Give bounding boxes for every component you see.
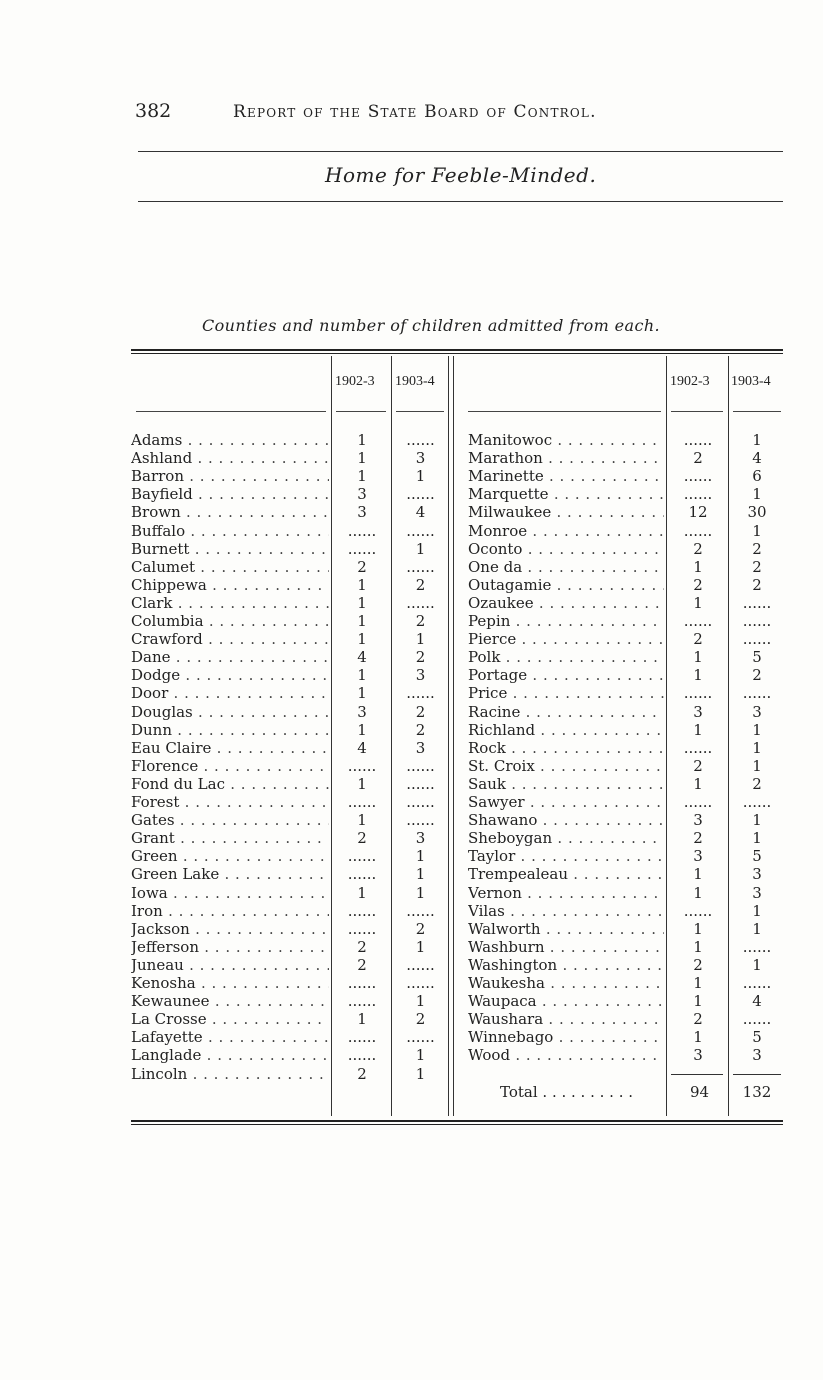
section-title: Home for Feeble-Minded. — [325, 163, 597, 187]
count-1903: 30 — [747, 503, 767, 521]
county-name: Oconto . . . — [468, 540, 664, 558]
count-1903: ...... — [406, 431, 435, 449]
col-divider — [666, 356, 667, 1116]
col-divider — [448, 356, 449, 1116]
count-1903: 2 — [415, 648, 426, 666]
count-1903: 2 — [752, 540, 762, 558]
county-name: Dodge . . . — [131, 666, 329, 684]
count-1903: 2 — [752, 775, 762, 793]
total-1902: 94 — [689, 1083, 710, 1101]
count-1902: ...... — [347, 902, 377, 920]
county-name: Polk . . . — [468, 648, 664, 666]
count-1902: ...... — [683, 467, 713, 485]
table-top-rule — [131, 349, 783, 351]
county-name: Marathon . . . — [468, 449, 664, 467]
count-1903: 5 — [752, 648, 762, 666]
county-name: Pepin . . . — [468, 612, 664, 630]
county-name: Vernon . . . — [468, 884, 664, 902]
col-header-1902-right: 1902-3 — [670, 374, 710, 389]
count-1903: 1 — [752, 811, 762, 829]
county-name: Waukesha . . . — [468, 974, 664, 992]
count-1903: 1 — [752, 956, 762, 974]
count-1903: 1 — [415, 865, 426, 883]
county-name: Gates . . . — [131, 811, 329, 829]
count-1903: 3 — [752, 884, 762, 902]
header-underline — [396, 411, 444, 412]
count-1903: ...... — [406, 485, 435, 503]
count-1903: 3 — [752, 703, 762, 721]
count-1902: 2 — [357, 829, 367, 847]
count-1902: 1 — [357, 721, 367, 739]
county-name: Sauk . . . — [468, 775, 664, 793]
count-1903: 3 — [415, 739, 426, 757]
count-1903: 3 — [752, 865, 762, 883]
count-1902: ...... — [347, 1046, 377, 1064]
county-name: Door . . . — [131, 684, 329, 702]
count-1902: 1 — [357, 612, 367, 630]
county-name: Kewaunee . . . — [131, 992, 329, 1010]
county-name: Marquette . . . — [468, 485, 664, 503]
count-1902: ...... — [683, 684, 713, 702]
county-name: Columbia . . . — [131, 612, 329, 630]
count-1903: 1 — [752, 829, 762, 847]
count-1902: 1 — [357, 576, 367, 594]
count-1902: 1 — [693, 992, 703, 1010]
count-1903: 1 — [752, 902, 762, 920]
table-bottom-rule-inner — [131, 1124, 783, 1125]
col-divider — [453, 356, 454, 1116]
col-header-1903-left: 1903-4 — [395, 374, 435, 389]
count-1903: 1 — [752, 920, 762, 938]
count-1902: 2 — [693, 630, 703, 648]
count-1903: ...... — [406, 757, 435, 775]
count-1902: ...... — [683, 793, 713, 811]
county-name: Vilas . . . — [468, 902, 664, 920]
county-name: Manitowoc . . . — [468, 431, 664, 449]
county-name: Grant . . . — [131, 829, 329, 847]
count-1902: 1 — [693, 1028, 703, 1046]
county-name: Chippewa . . . — [131, 576, 329, 594]
county-name: Winnebago . . . — [468, 1028, 664, 1046]
county-name: Langlade . . . — [131, 1046, 329, 1064]
county-name: Lafayette . . . — [131, 1028, 329, 1046]
county-name: St. Croix . . . — [468, 757, 664, 775]
county-name: Forest . . . — [131, 793, 329, 811]
count-1902: 2 — [693, 576, 703, 594]
county-name: Fond du Lac . . . — [131, 775, 329, 793]
count-1902: 1 — [693, 865, 703, 883]
count-1902: 1 — [693, 974, 703, 992]
count-1903: ...... — [406, 558, 435, 576]
county-name: Douglas . . . — [131, 703, 329, 721]
county-name: La Crosse . . . — [131, 1010, 329, 1028]
county-name: Jackson . . . — [131, 920, 329, 938]
county-name: Eau Claire . . . — [131, 739, 329, 757]
count-1903: ...... — [742, 938, 772, 956]
count-1903: 2 — [752, 576, 762, 594]
count-1902: ...... — [347, 992, 377, 1010]
county-name: Racine . . . — [468, 703, 664, 721]
county-name: Outagamie . . . — [468, 576, 664, 594]
count-1903: 4 — [752, 992, 762, 1010]
total-1903: 132 — [742, 1083, 772, 1101]
county-name: Sawyer . . . — [468, 793, 664, 811]
count-1902: 3 — [693, 811, 703, 829]
count-1902: ...... — [683, 485, 713, 503]
count-1902: 1 — [357, 467, 367, 485]
county-name: Washington . . . — [468, 956, 664, 974]
county-name: Brown . . . — [131, 503, 329, 521]
count-1902: 1 — [357, 666, 367, 684]
county-name: Walworth . . . — [468, 920, 664, 938]
col-divider — [728, 356, 729, 1116]
county-name: Calumet . . . — [131, 558, 329, 576]
county-name: Waupaca . . . — [468, 992, 664, 1010]
header-underline — [336, 411, 386, 412]
page-number: 382 — [135, 100, 172, 122]
header-underline — [671, 411, 723, 412]
county-name: Taylor . . . — [468, 847, 664, 865]
county-name: Washburn . . . — [468, 938, 664, 956]
count-1903: ...... — [406, 775, 435, 793]
count-1902: 2 — [693, 1010, 703, 1028]
county-name: Monroe . . . — [468, 522, 664, 540]
county-name: Kenosha . . . — [131, 974, 329, 992]
count-1903: 6 — [752, 467, 762, 485]
col-header-1902-left: 1902-3 — [335, 374, 375, 389]
county-name: Waushara . . . — [468, 1010, 664, 1028]
count-1902: 3 — [357, 485, 367, 503]
count-1903: 2 — [752, 558, 762, 576]
count-1903: ...... — [742, 612, 772, 630]
count-1903: 2 — [415, 920, 426, 938]
county-name: Florence . . . — [131, 757, 329, 775]
count-1902: ...... — [347, 865, 377, 883]
count-1902: 3 — [693, 1046, 703, 1064]
county-name: Buffalo . . . — [131, 522, 329, 540]
count-1902: 1 — [357, 684, 367, 702]
count-1903: ...... — [406, 684, 435, 702]
count-1902: 1 — [693, 648, 703, 666]
count-1902: 2 — [357, 1065, 367, 1083]
county-name: Green Lake . . . — [131, 865, 329, 883]
count-1902: 1 — [357, 431, 367, 449]
count-1902: 12 — [688, 503, 708, 521]
count-1902: 1 — [357, 630, 367, 648]
county-name: Iowa . . . — [131, 884, 329, 902]
col-header-1903-right: 1903-4 — [731, 374, 771, 389]
count-1902: ...... — [683, 431, 713, 449]
count-1902: 1 — [693, 594, 703, 612]
total-rule — [671, 1074, 723, 1075]
count-1902: 3 — [693, 847, 703, 865]
total-rule — [733, 1074, 781, 1075]
count-1903: 1 — [415, 847, 426, 865]
count-1902: 3 — [357, 503, 367, 521]
count-1902: 2 — [693, 449, 703, 467]
count-1903: 4 — [752, 449, 762, 467]
count-1902: 2 — [357, 938, 367, 956]
count-1902: ...... — [347, 793, 377, 811]
count-1903: 1 — [752, 522, 762, 540]
count-1903: ...... — [742, 974, 772, 992]
count-1903: 1 — [415, 467, 426, 485]
count-1903: ...... — [742, 630, 772, 648]
county-name: Dunn . . . — [131, 721, 329, 739]
county-name: Milwaukee . . . — [468, 503, 664, 521]
count-1902: ...... — [683, 739, 713, 757]
header-underline — [136, 411, 326, 412]
county-name: Barron . . . — [131, 467, 329, 485]
county-name: Portage . . . — [468, 666, 664, 684]
count-1903: 5 — [752, 1028, 762, 1046]
count-1903: 1 — [752, 431, 762, 449]
count-1903: 4 — [415, 503, 426, 521]
county-name: Dane . . . — [131, 648, 329, 666]
page-header — [135, 100, 785, 130]
count-1902: 1 — [357, 449, 367, 467]
count-1902: 1 — [357, 811, 367, 829]
count-1903: 1 — [415, 1065, 426, 1083]
county-name: Jefferson . . . — [131, 938, 329, 956]
count-1902: 2 — [693, 757, 703, 775]
count-1902: 4 — [357, 739, 367, 757]
count-1903: 1 — [415, 630, 426, 648]
count-1903: 2 — [415, 576, 426, 594]
count-1903: 1 — [415, 884, 426, 902]
county-name: Juneau . . . — [131, 956, 329, 974]
count-1903: 1 — [415, 938, 426, 956]
count-1903: 1 — [752, 739, 762, 757]
header-underline — [733, 411, 781, 412]
county-name: Clark . . . — [131, 594, 329, 612]
county-name: Burnett . . . — [131, 540, 329, 558]
count-1902: ...... — [683, 612, 713, 630]
count-1903: 1 — [752, 757, 762, 775]
count-1903: ...... — [742, 793, 772, 811]
count-1903: 1 — [415, 540, 426, 558]
count-1902: ...... — [347, 522, 377, 540]
county-name: Ashland . . . — [131, 449, 329, 467]
count-1903: 2 — [415, 1010, 426, 1028]
county-name: Shawano . . . — [468, 811, 664, 829]
count-1902: ...... — [347, 1028, 377, 1046]
header-rule-bottom — [138, 201, 783, 202]
count-1902: 1 — [693, 920, 703, 938]
county-name: Crawford . . . — [131, 630, 329, 648]
count-1902: ...... — [347, 540, 377, 558]
count-1903: 2 — [415, 721, 426, 739]
count-1903: ...... — [406, 974, 435, 992]
header-rule-top — [138, 151, 783, 152]
count-1903: ...... — [406, 1028, 435, 1046]
count-1902: 2 — [693, 540, 703, 558]
count-1903: 3 — [752, 1046, 762, 1064]
count-1903: 5 — [752, 847, 762, 865]
count-1903: ...... — [742, 594, 772, 612]
count-1902: ...... — [347, 920, 377, 938]
header-underline — [468, 411, 661, 412]
count-1902: 1 — [357, 775, 367, 793]
county-name: Green . . . — [131, 847, 329, 865]
county-name: Trempealeau . . . — [468, 865, 664, 883]
count-1902: 1 — [693, 938, 703, 956]
count-1902: 1 — [357, 594, 367, 612]
count-1902: 1 — [693, 721, 703, 739]
count-1902: ...... — [347, 757, 377, 775]
count-1903: 1 — [415, 992, 426, 1010]
count-1903: 3 — [415, 829, 426, 847]
count-1903: 1 — [752, 721, 762, 739]
county-name: Lincoln . . . — [131, 1065, 329, 1083]
count-1903: ...... — [406, 522, 435, 540]
county-name: Richland . . . — [468, 721, 664, 739]
count-1903: ...... — [406, 811, 435, 829]
running-head: Report of the State Board of Control. — [233, 102, 597, 122]
count-1902: 2 — [693, 829, 703, 847]
count-1903: ...... — [406, 956, 435, 974]
count-1902: 1 — [693, 884, 703, 902]
count-1903: ...... — [406, 902, 435, 920]
count-1903: ...... — [742, 1010, 772, 1028]
count-1903: 2 — [415, 703, 426, 721]
table-top-rule-inner — [131, 353, 783, 354]
count-1902: ...... — [347, 847, 377, 865]
county-name: Ozaukee . . . — [468, 594, 664, 612]
count-1903: 2 — [415, 612, 426, 630]
col-divider — [391, 356, 392, 1116]
count-1902: 4 — [357, 648, 367, 666]
total-label: Total . . . — [500, 1083, 633, 1101]
count-1902: 1 — [357, 884, 367, 902]
table-bottom-rule — [131, 1120, 783, 1122]
count-1902: 2 — [357, 558, 367, 576]
count-1902: 2 — [357, 956, 367, 974]
count-1902: 1 — [357, 1010, 367, 1028]
col-divider — [331, 356, 332, 1116]
county-name: Wood . . . — [468, 1046, 664, 1064]
county-name: Sheboygan . . . — [468, 829, 664, 847]
count-1902: ...... — [683, 902, 713, 920]
count-1902: 1 — [693, 558, 703, 576]
count-1903: 3 — [415, 449, 426, 467]
count-1903: 1 — [752, 485, 762, 503]
county-name: Iron . . . — [131, 902, 329, 920]
county-name: One da . . . — [468, 558, 664, 576]
count-1902: ...... — [347, 974, 377, 992]
count-1903: ...... — [742, 684, 772, 702]
count-1903: 1 — [415, 1046, 426, 1064]
county-name: Bayfield . . . — [131, 485, 329, 503]
county-name: Pierce . . . — [468, 630, 664, 648]
count-1903: 3 — [415, 666, 426, 684]
count-1903: ...... — [406, 793, 435, 811]
count-1902: 2 — [693, 956, 703, 974]
count-1902: ...... — [683, 522, 713, 540]
table-caption: Counties and number of children admitted from each. — [202, 316, 661, 335]
county-name: Marinette . . . — [468, 467, 664, 485]
count-1902: 3 — [693, 703, 703, 721]
county-name: Adams . . . — [131, 431, 329, 449]
count-1902: 1 — [693, 666, 703, 684]
count-1902: 1 — [693, 775, 703, 793]
county-name: Price . . . — [468, 684, 664, 702]
count-1903: ...... — [406, 594, 435, 612]
count-1903: 2 — [752, 666, 762, 684]
count-1902: 3 — [357, 703, 367, 721]
county-name: Rock . . . — [468, 739, 664, 757]
